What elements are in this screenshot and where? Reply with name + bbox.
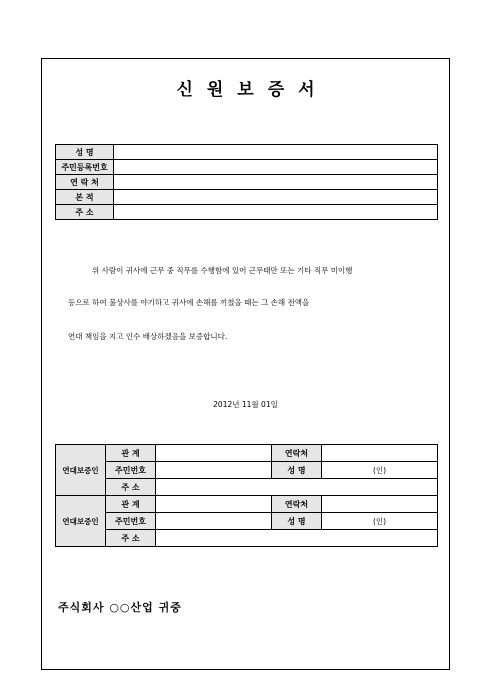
relation-field[interactable] [156, 496, 272, 513]
table-row [56, 445, 438, 462]
name-label: 성 명 [272, 462, 322, 479]
table-row [56, 530, 438, 547]
guarantor-heading: 연대보증인 [56, 445, 106, 496]
resident-number-field[interactable] [114, 160, 438, 175]
contact-field[interactable] [114, 175, 438, 190]
resident-number-label: 주민등록번호 [56, 160, 114, 175]
contact-label: 연 락 처 [56, 175, 114, 190]
id-label: 주민번호 [106, 462, 156, 479]
id-field[interactable] [156, 462, 272, 479]
guarantor-heading: 연대보증인 [56, 496, 106, 547]
address-field[interactable] [114, 205, 438, 220]
id-field[interactable] [156, 513, 272, 530]
relation-field[interactable] [156, 445, 272, 462]
relation-label: 관 계 [106, 445, 156, 462]
body-line-2: 등으로 하여 불상사를 야기하고 귀사에 손해를 끼쳤을 때는 그 손해 전액을 [68, 298, 310, 307]
domicile-label: 본 적 [56, 190, 114, 205]
table-row [56, 479, 438, 496]
name-label: 성 명 [272, 513, 322, 530]
document-date: 2012년 11월 01일 [213, 400, 278, 409]
address-label: 주 소 [106, 530, 156, 547]
document-page [41, 58, 450, 670]
address-label: 주 소 [56, 205, 114, 220]
table-row [56, 145, 438, 160]
table-row [56, 190, 438, 205]
table-row [56, 513, 438, 530]
seal-field[interactable]: (인) [322, 462, 438, 479]
address-field[interactable] [156, 530, 438, 547]
name-label: 성 명 [56, 145, 114, 160]
contact-label: 연락처 [272, 496, 322, 513]
document-title: 신원보증서 [176, 80, 329, 100]
table-row [56, 160, 438, 175]
body-line-1: 위 사람이 귀사에 근무 중 직무를 수행함에 있어 근무태만 또는 기타 직무 미이행 [92, 266, 353, 275]
contact-label: 연락처 [272, 445, 322, 462]
address-label: 주 소 [106, 479, 156, 496]
guarantor-table [55, 444, 438, 547]
domicile-field[interactable] [114, 190, 438, 205]
table-row [56, 205, 438, 220]
contact-field[interactable] [322, 445, 438, 462]
personal-info-table [55, 144, 438, 220]
body-line-3: 연대 책임을 지고 인수 배상하겠음을 보증합니다. [68, 332, 228, 341]
relation-label: 관 계 [106, 496, 156, 513]
table-row [56, 175, 438, 190]
seal-field[interactable]: (인) [322, 513, 438, 530]
recipient-footer: 주식회사 ○○산업 귀중 [58, 601, 182, 614]
contact-field[interactable] [322, 496, 438, 513]
name-field[interactable] [114, 145, 438, 160]
address-field[interactable] [156, 479, 438, 496]
table-row [56, 496, 438, 513]
table-row [56, 462, 438, 479]
id-label: 주민번호 [106, 513, 156, 530]
